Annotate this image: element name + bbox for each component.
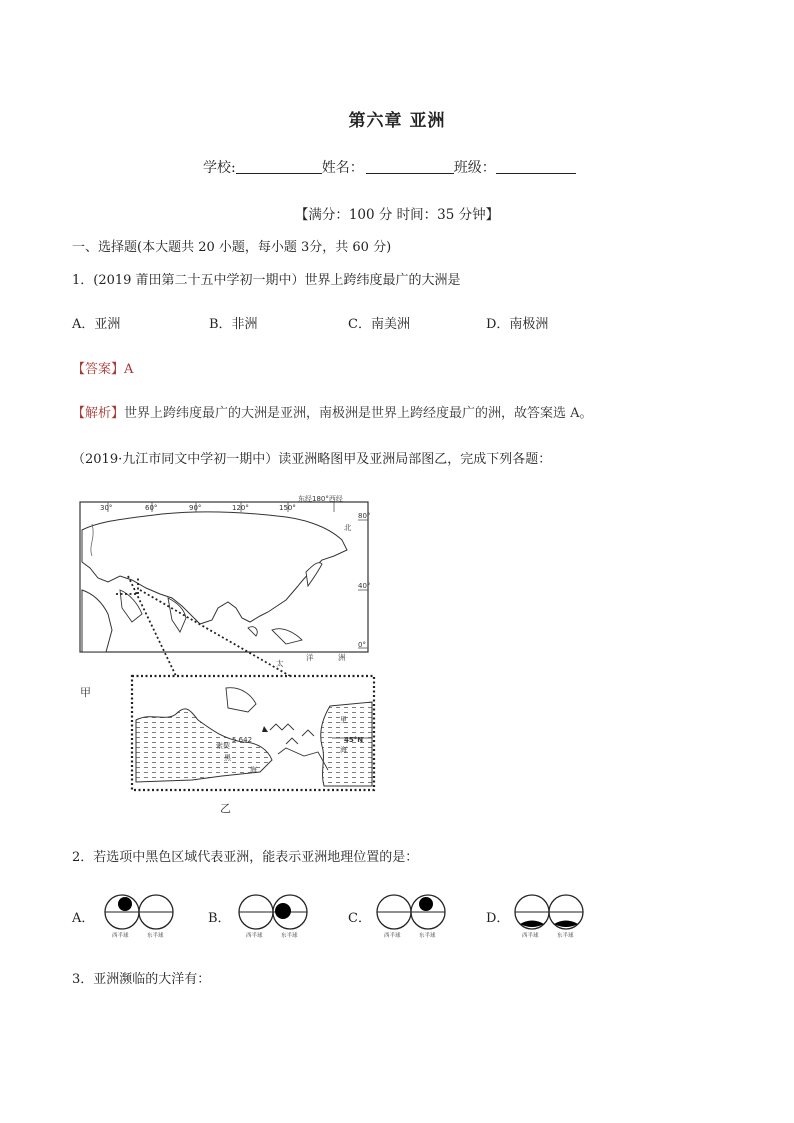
lon-label-60: 60°: [145, 504, 158, 512]
west-hemisphere-label: 西半球: [246, 933, 263, 939]
asia-block: [419, 897, 433, 911]
q2-option-a-label[interactable]: A．: [72, 911, 95, 926]
ocean-label-3: 洲: [338, 653, 346, 662]
q2-option-b-label[interactable]: B．: [208, 911, 231, 926]
asia-maps-figure: [72, 490, 382, 820]
q2-option-c-globes[interactable]: [374, 890, 450, 940]
east-hemisphere-label: 东半球: [147, 933, 164, 939]
lat-label-0: 0°: [358, 641, 366, 649]
asia-block: [118, 897, 132, 911]
score-time-line: 【满分：100 分 时间：35 分钟】: [294, 207, 500, 223]
analysis-text: 世界上跨纬度最广的大洲是亚洲，南极洲是世界上跨经度最广的洲，故答案选 A。: [124, 406, 593, 421]
q1-option-b[interactable]: B．非洲: [209, 317, 258, 332]
answer-tag: 【答案】: [72, 362, 125, 377]
q1-option-d[interactable]: D．南极洲: [486, 317, 549, 332]
school-label: 学校:: [203, 160, 236, 176]
q2-option-d-globes[interactable]: [512, 890, 588, 940]
school-blank[interactable]: [236, 159, 322, 174]
question-2-stem: 2．若选项中黑色区域代表亚洲，能表示亚洲地理位置的是：: [72, 850, 419, 865]
page-title: 第六章 亚洲: [348, 111, 446, 131]
west-hemisphere-label: 西半球: [522, 933, 539, 939]
student-info-line: [203, 157, 576, 177]
question-3-stem: 3．亚洲濒临的大洋有：: [72, 972, 211, 987]
sea-label-2: 海: [340, 746, 347, 754]
east-hemisphere-label: 东半球: [281, 933, 298, 939]
west-hemisphere-label: 西半球: [112, 933, 129, 939]
q1-analysis: [72, 402, 593, 421]
lon-label-150: 150°: [279, 504, 296, 512]
ocean-label-2: 洋: [306, 653, 314, 662]
region-label-3: 海: [250, 766, 257, 774]
class-label: 班级：: [453, 160, 496, 176]
answer-value: A: [124, 362, 134, 377]
q2-option-b-globes[interactable]: [236, 890, 312, 940]
caspian-sea: [321, 702, 372, 786]
q2-option-c-label[interactable]: C．: [348, 911, 371, 926]
lat-label-80: 80°: [358, 512, 371, 520]
east-hemisphere-label: 东半球: [557, 933, 574, 939]
fig-label-jia: 甲: [80, 686, 91, 699]
west-hemisphere-label: 西半球: [384, 933, 401, 939]
region-label-2: 黑: [224, 754, 231, 762]
name-blank[interactable]: [366, 159, 454, 174]
lon-label-30: 30°: [100, 504, 113, 512]
question-group-intro: （2019·九江市同文中学初一期中）读亚洲略图甲及亚洲局部图乙，完成下列各题：: [72, 452, 552, 467]
label-north: 北: [344, 523, 352, 532]
lon-label-180: 东经180°西经: [298, 495, 343, 503]
lat-45-label: 45°N: [344, 736, 364, 744]
peak-elevation: 5 642: [232, 736, 253, 744]
q1-option-c[interactable]: C．南美洲: [348, 317, 410, 332]
ocean-label-1: 太: [276, 659, 284, 668]
lon-label-90: 90°: [189, 504, 202, 512]
region-label-1: 索契: [216, 742, 230, 750]
q1-option-a[interactable]: A．亚洲: [72, 317, 121, 332]
lat-label-40: 40°: [358, 582, 371, 590]
q2-option-d-label[interactable]: D．: [486, 911, 510, 926]
asia-block: [275, 903, 291, 919]
section-heading: 一、选择题(本大题共 20 小题，每小题 3分，共 60 分): [72, 240, 392, 255]
class-blank[interactable]: [496, 159, 576, 174]
east-hemisphere-label: 东半球: [419, 933, 436, 939]
analysis-tag: 【解析】: [72, 406, 125, 421]
fig-label-yi: 乙: [220, 802, 231, 815]
q1-answer: [72, 358, 133, 377]
name-label: 姓名：: [321, 160, 364, 176]
q2-option-a-globes[interactable]: [102, 890, 178, 940]
question-1-stem: 1．(2019 莆田第二十五中学初一期中）世界上跨纬度最广的大洲是: [72, 273, 461, 288]
lon-label-120: 120°: [232, 504, 249, 512]
sea-label-1: 里: [340, 716, 347, 724]
